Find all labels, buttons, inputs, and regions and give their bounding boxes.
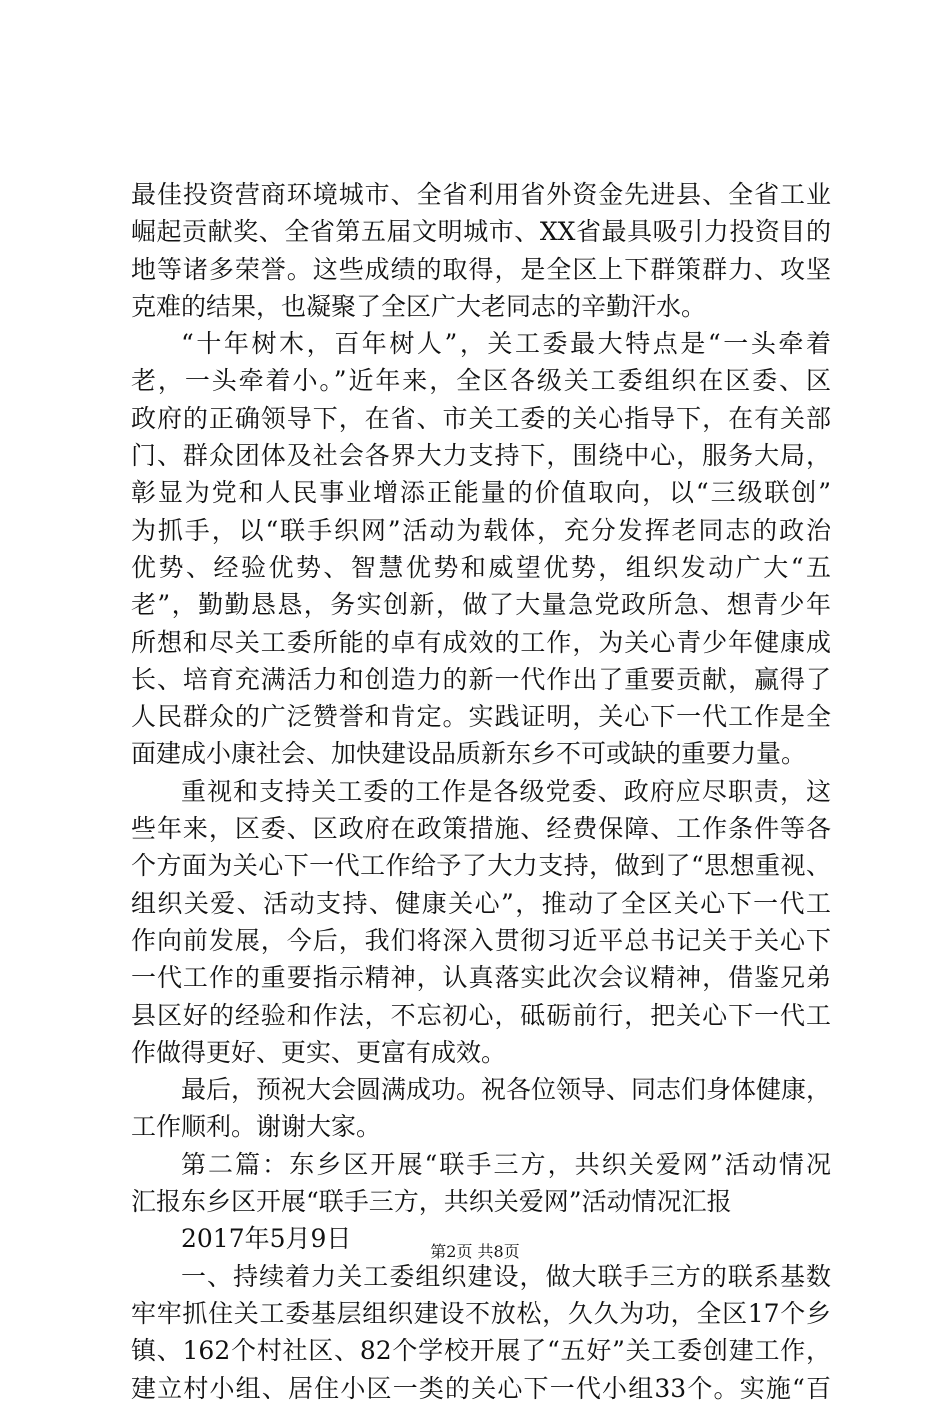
text-line: 些年来，区委、区政府在政策措施、经费保障、工作条件等各 bbox=[131, 814, 831, 844]
text-line: “十年树木，百年树人”，关工委最大特点是“一头牵着 bbox=[181, 329, 831, 359]
text-line: 地等诸多荣誉。这些成绩的取得，是全区上下群策群力、攻坚 bbox=[131, 254, 831, 284]
text-line: 老”，勤勤恳恳，务实创新，做了大量急党政所急、想青少年 bbox=[131, 590, 831, 620]
text-line: 门、群众团体及社会各界大力支持下，围绕中心，服务大局， bbox=[131, 441, 831, 471]
text-line: 最后，预祝大会圆满成功。祝各位领导、同志们身体健康， bbox=[181, 1075, 832, 1105]
text-line: 一代工作的重要指示精神，认真落实此次会议精神，借鉴兄弟 bbox=[131, 963, 831, 993]
text-line: 克难的结果，也凝聚了全区广大老同志的辛勤汗水。 bbox=[131, 291, 707, 321]
text-line: 县区好的经验和作法，不忘初心，砥砺前行，把关心下一代工 bbox=[131, 1000, 831, 1030]
text-line: 个方面为关心下一代工作给予了大力支持，做到了“思想重视、 bbox=[131, 851, 831, 881]
text-line: 作向前发展，今后，我们将深入贯彻习近平总书记关于关心下 bbox=[131, 925, 831, 955]
text-line: 组织关爱、活动支持、健康关心”，推动了全区关心下一代工 bbox=[131, 888, 831, 918]
text-line: 汇报东乡区开展“联手三方，共织关爱网”活动情况汇报 bbox=[131, 1187, 732, 1217]
text-line: 2017年5月9日 bbox=[181, 1224, 352, 1254]
document-body bbox=[131, 176, 831, 1407]
text-line: 建立村小组、居住小区一类的关心下一代小组33个。实施“百 bbox=[131, 1373, 831, 1403]
text-line: 彰显为党和人民事业增添正能量的价值取向，以“三级联创” bbox=[131, 478, 831, 508]
page-number-label: 第2页 共8页 bbox=[430, 1242, 520, 1261]
page-footer bbox=[0, 1242, 950, 1262]
text-line: 作做得更好、更实、更富有成效。 bbox=[131, 1037, 507, 1067]
text-line: 老，一头牵着小。”近年来，全区各级关工委组织在区委、区 bbox=[131, 366, 831, 396]
text-line: 崛起贡献奖、全省第五届文明城市、XX省最具吸引力投资目的 bbox=[131, 217, 831, 247]
text-line: 政府的正确领导下，在省、市关工委的关心指导下，在有关部 bbox=[131, 403, 831, 433]
text-line: 为抓手，以“联手织网”活动为载体，充分发挥老同志的政治 bbox=[131, 515, 831, 545]
text-line: 重视和支持关工委的工作是各级党委、政府应尽职责，这 bbox=[181, 776, 831, 806]
text-line: 一、持续着力关工委组织建设，做大联手三方的联系基数 bbox=[181, 1261, 831, 1291]
text-line: 工作顺利。谢谢大家。 bbox=[131, 1112, 382, 1142]
text-line: 镇、162个村社区、82个学校开展了“五好”关工委创建工作， bbox=[131, 1336, 831, 1366]
text-line: 最佳投资营商环境城市、全省利用省外资金先进县、全省工业 bbox=[131, 180, 831, 209]
text-line: 第二篇：东乡区开展“联手三方，共织关爱网”活动情况 bbox=[181, 1149, 831, 1179]
text-line: 面建成小康社会、加快建设品质新东乡不可或缺的重要力量。 bbox=[131, 739, 807, 769]
text-line: 牢牢抓住关工委基层组织建设不放松，久久为功，全区17个乡 bbox=[131, 1298, 831, 1328]
text-line: 人民群众的广泛赞誉和肯定。实践证明，关心下一代工作是全 bbox=[131, 702, 831, 732]
text-line: 所想和尽关工委所能的卓有成效的工作，为关心青少年健康成 bbox=[131, 627, 831, 657]
text-line: 长、培育充满活力和创造力的新一代作出了重要贡献，赢得了 bbox=[131, 664, 831, 694]
text-line: 优势、经验优势、智慧优势和威望优势，组织发动广大“五 bbox=[131, 552, 831, 582]
